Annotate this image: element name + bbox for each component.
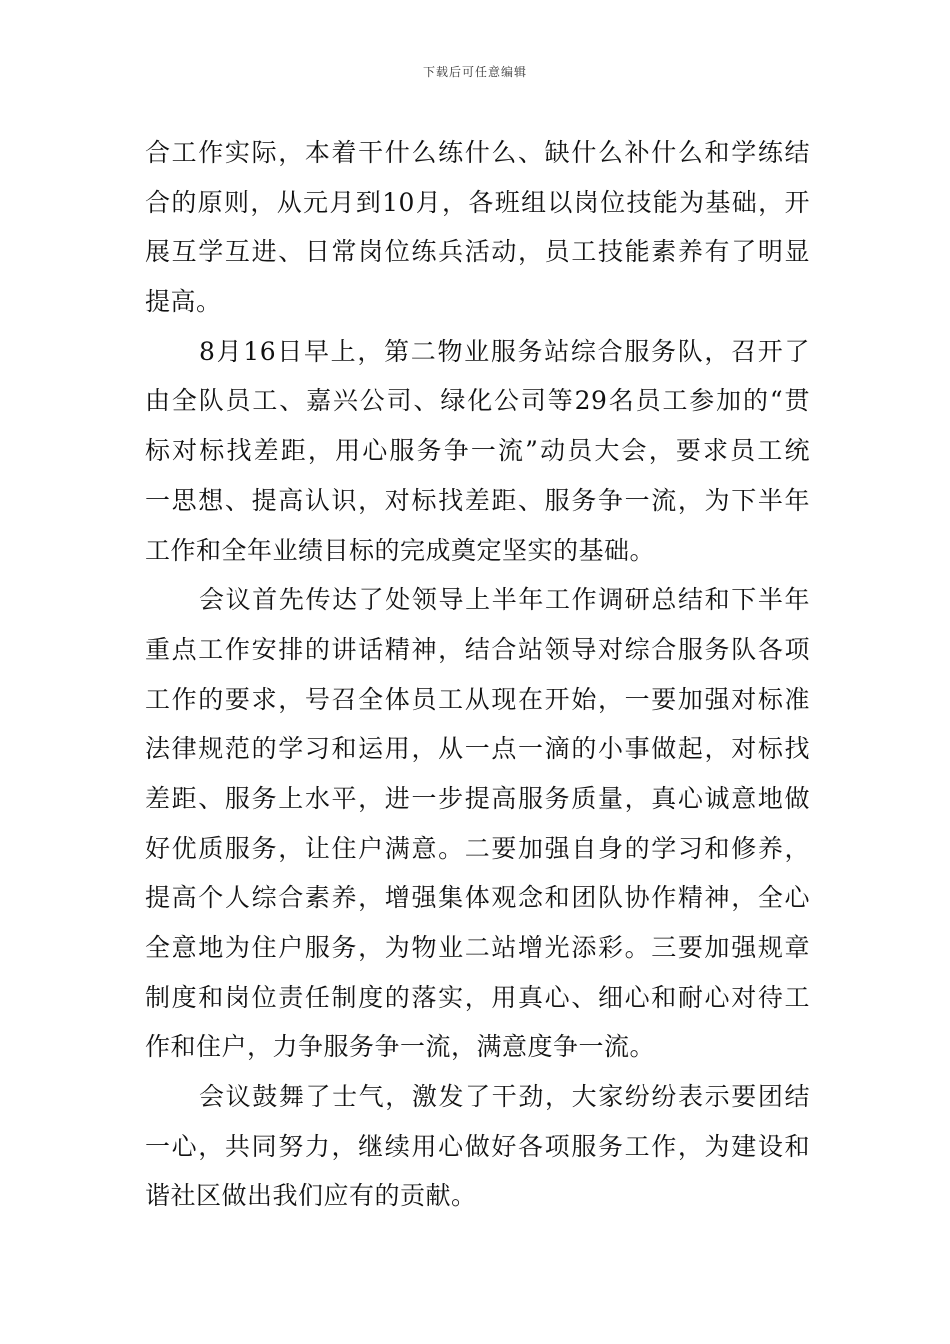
text-line: 8月16日早上，第二物业服务站综合服务队，召开了 [199, 336, 810, 366]
page-header: 下载后可任意编辑 [422, 65, 527, 79]
paragraph [145, 575, 810, 1072]
text-line: 好优质服务，让住户满意。二要加强自身的学习和修养， [145, 833, 810, 863]
text-line: 法律规范的学习和运用，从一点一滴的小事做起，对标找 [145, 734, 810, 764]
text-line: 重点工作安排的讲话精神，结合站领导对综合服务队各项 [145, 634, 810, 664]
text-line: 谐社区做出我们应有的贡献。 [145, 1181, 477, 1211]
text-line: 会议鼓舞了士气，激发了干劲，大家纷纷表示要团结 [199, 1082, 810, 1112]
text-line: 合的原则，从元月到10月，各班组以岗位技能为基础，开 [145, 187, 810, 217]
text-line: 由全队员工、嘉兴公司、绿化公司等29名员工参加的“贯 [145, 386, 810, 416]
text-line: 差距、服务上水平，进一步提高服务质量，真心诚意地做 [145, 783, 810, 813]
text-line: 展互学互进、日常岗位练兵活动，员工技能素养有了明显 [145, 237, 810, 267]
text-line: 提高个人综合素养，增强集体观念和团队协作精神，全心 [145, 883, 810, 913]
paragraph [145, 327, 810, 575]
text-line: 标对标找差距，用心服务争一流”动员大会，要求员工统 [145, 436, 810, 466]
text-line: 提高。 [145, 287, 222, 317]
text-line: 作和住户，力争服务争一流，满意度争一流。 [145, 1032, 656, 1062]
document-body [145, 128, 810, 1221]
paragraph [145, 1072, 810, 1221]
paragraph [145, 128, 810, 327]
text-line: 一思想、提高认识，对标找差距、服务争一流，为下半年 [145, 485, 810, 515]
text-line: 合工作实际，本着干什么练什么、缺什么补什么和学练结 [145, 138, 810, 167]
text-line: 一心，共同努力，继续用心做好各项服务工作，为建设和 [145, 1131, 810, 1161]
text-line: 工作的要求，号召全体员工从现在开始，一要加强对标准 [145, 684, 810, 714]
text-line: 全意地为住户服务，为物业二站增光添彩。三要加强规章 [145, 933, 810, 962]
text-line: 制度和岗位责任制度的落实，用真心、细心和耐心对待工 [145, 982, 810, 1012]
text-line: 会议首先传达了处领导上半年工作调研总结和下半年 [199, 585, 810, 615]
text-line: 工作和全年业绩目标的完成奠定坚实的基础。 [145, 535, 656, 565]
